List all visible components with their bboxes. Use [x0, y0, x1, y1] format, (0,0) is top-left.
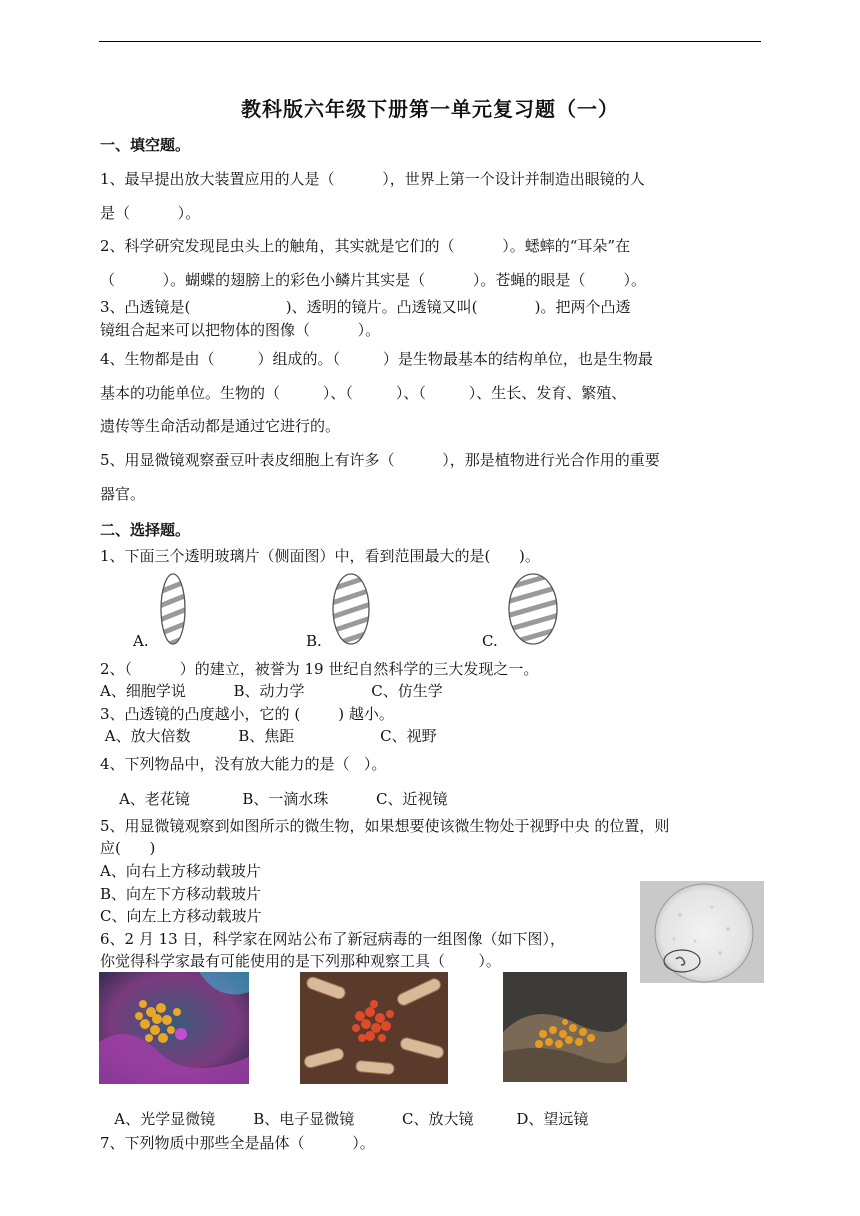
question-5-option-b: B、向左下方移动载玻片	[100, 885, 262, 903]
question-2: 2、（ ）的建立，被誉为 19 世纪自然科学的三大发现之一。	[100, 660, 539, 678]
lens-b-label: B.	[306, 632, 322, 650]
fill-blank-line: 5、用显微镜观察蚕豆叶表皮细胞上有许多（ ），那是植物进行光合作用的重要	[100, 451, 660, 469]
fill-blank-line: 2、科学研究发现昆虫头上的触角，其实就是它们的（ ）。蟋蟀的“耳朵”在	[100, 237, 631, 255]
fill-blank-line: 是（ ）。	[100, 204, 201, 222]
question-5: 5、用显微镜观察到如图所示的微生物，如果想要使该微生物处于视野中央 的位置，则	[100, 817, 670, 835]
fill-blank-line: （ ）。蝴蝶的翅膀上的彩色小鳞片其实是（ ）。苍蝇的眼是（ ）。	[100, 271, 647, 289]
question-6-cont: 你觉得科学家最有可能使用的是下列那种观察工具（ ）。	[100, 952, 501, 970]
lens-c-label: C.	[482, 632, 498, 650]
microscope-view-image	[640, 881, 764, 983]
question-4: 4、下列物品中，没有放大能力的是（ ）。	[100, 755, 387, 773]
fill-blank-line: 镜组合起来可以把物体的图像（ ）。	[100, 321, 381, 339]
question-3-options: A、放大倍数 B、焦距 C、视野	[100, 727, 437, 745]
lens-a-label: A.	[133, 632, 149, 650]
question-5-option-c: C、向左上方移动载玻片	[100, 907, 262, 925]
lens-b-image	[330, 571, 372, 647]
question-6-options: A、光学显微镜 B、电子显微镜 C、放大镜 D、望远镜	[100, 1110, 589, 1128]
question-4-options: A、老花镜 B、一滴水珠 C、近视镜	[100, 790, 448, 808]
lens-c-image	[506, 571, 560, 647]
question-2-options: A、细胞学说 B、动力学 C、仿生学	[100, 682, 443, 700]
question-1: 1、下面三个透明玻璃片（侧面图）中，看到范围最大的是( )。	[100, 547, 540, 565]
fill-blank-line: 4、生物都是由（ ）组成的。（ ）是生物最基本的结构单位，也是生物最	[100, 350, 653, 368]
virus-photo-2	[300, 972, 448, 1084]
question-7: 7、下列物质中那些全是晶体（ ）。	[100, 1134, 375, 1152]
section-heading-choice: 二、选择题。	[100, 521, 191, 539]
fill-blank-line: 1、最早提出放大装置应用的人是（ ），世界上第一个设计并制造出眼镜的人	[100, 170, 645, 188]
fill-blank-line: 3、凸透镜是( )、透明的镜片。凸透镜又叫( )。把两个凸透	[100, 298, 631, 316]
page-title: 教科版六年级下册第一单元复习题（一）	[241, 97, 619, 121]
fill-blank-line: 基本的功能单位。生物的（ ）、（ ）、（ ）、生长、发育、繁殖、	[100, 384, 627, 402]
lens-a-image	[157, 571, 189, 647]
question-5-cont: 应( )	[100, 839, 156, 857]
question-5-option-a: A、向右上方移动载玻片	[100, 862, 261, 880]
question-6: 6、2 月 13 日，科学家在网站公布了新冠病毒的一组图像（如下图），	[100, 930, 565, 948]
fill-blank-line: 器官。	[100, 485, 146, 503]
virus-photo-3	[503, 972, 627, 1082]
virus-photo-1	[99, 972, 249, 1084]
question-3: 3、凸透镜的凸度越小，它的 ( ) 越小。	[100, 705, 394, 723]
section-heading-fill-blank: 一、填空题。	[100, 136, 191, 154]
header-rule	[99, 41, 761, 42]
fill-blank-line: 遗传等生命活动都是通过它进行的。	[100, 417, 341, 435]
